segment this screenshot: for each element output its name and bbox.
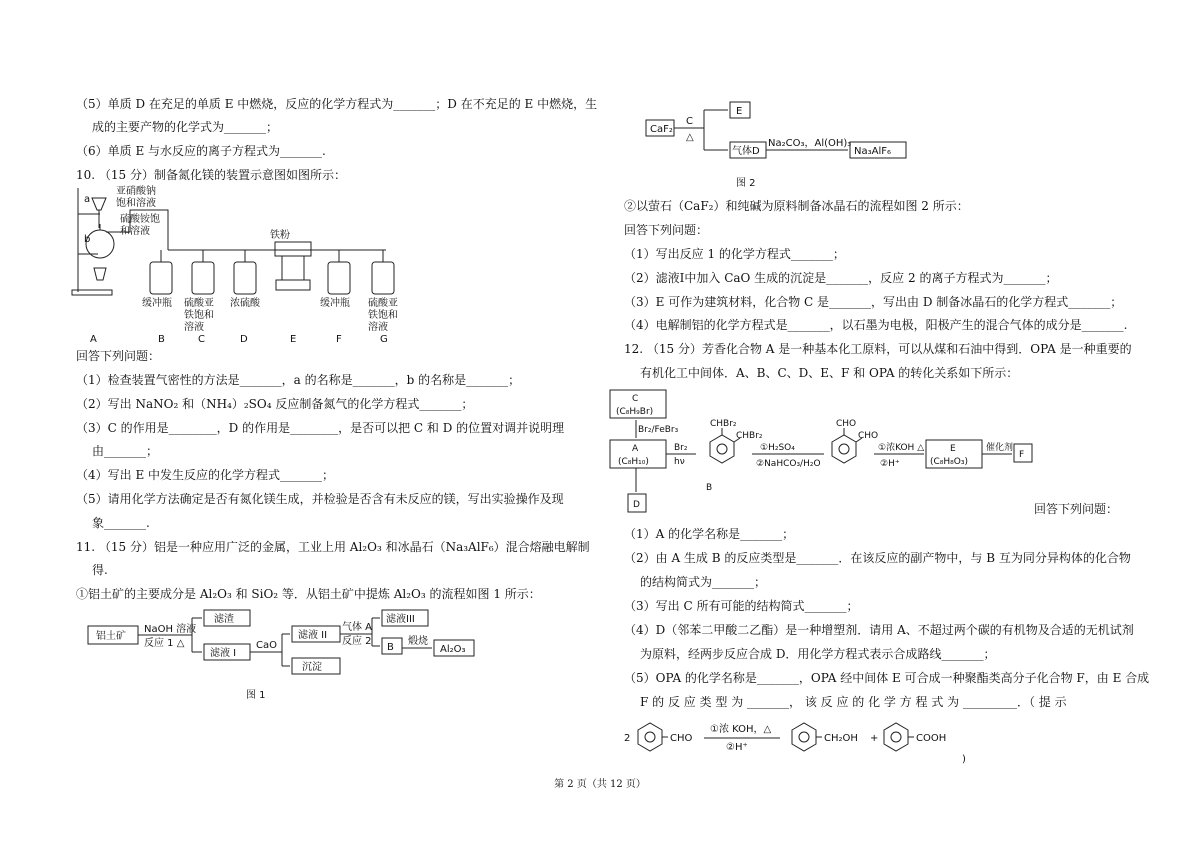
box-e: E xyxy=(736,106,743,117)
page-footer: 第 2 页（共 12 页） xyxy=(554,779,646,790)
label-h-plus: ②H⁺ xyxy=(880,459,900,469)
label-feso4-2b: 铁饱和 xyxy=(368,310,398,321)
figure-1-caption: 图 1 xyxy=(246,690,266,701)
label-buffer-2: 缓冲瓶 xyxy=(320,298,350,309)
label-br2-febr3: Br₂/FeBr₃ xyxy=(638,425,679,435)
box-caf2: CaF₂ xyxy=(650,124,673,135)
q10-title: 10. （15 分）制备氮化镁的装置示意图如图所示： xyxy=(76,168,346,182)
q11-line1: 11. （15 分）铝是一种应用广泛的金属，工业上用 Al₂O₃ 和冰晶石（Na₃AlF₆）混合熔融电解制 xyxy=(76,540,590,554)
q11-2: （2）滤液I中加入 CaO 生成的沉淀是_______，反应 2 的离子方程式为_______； xyxy=(624,271,1058,285)
q11-3: （3）E 可作为建筑材料，化合物 C 是_______，写出由 D 制备冰晶石的化学方程式_______； xyxy=(624,295,1123,309)
q10-2: （2）写出 NaNO₂ 和（NH₄）₂SO₄ 反应制备氮气的化学方程式_______； xyxy=(76,397,474,411)
label-reagents: Na₂CO₃，Al(OH)₃ xyxy=(768,138,852,149)
q10-3-line2: 由_______； xyxy=(92,444,159,458)
q12-2-line2: 的结构简式为_______； xyxy=(640,575,767,589)
box-filtrate-2: 滤液 II xyxy=(298,630,328,641)
label-sodium-nitrite: 亚硝酸钠 xyxy=(116,186,156,197)
q10-3-line1: （3）C 的作用是________，D 的作用是________，是否可以把 C 和 D 的位置对调并说明理 xyxy=(76,421,565,435)
q12-5-line1: （5）OPA 的化学名称是_______，OPA 经中间体 E 可合成一种聚酯类高分子化合物 F，由 E 合成 xyxy=(624,671,1150,685)
box-f: F xyxy=(1019,450,1025,460)
box-d: D xyxy=(633,500,640,510)
q11-4: （4）电解制铝的化学方程式是_______，以石墨为电极，阳极产生的混合气体的成分是_______. xyxy=(624,318,1128,332)
box-residue: 滤渣 xyxy=(214,614,234,625)
label-feso4-2c: 溶液 xyxy=(368,322,388,333)
label-reaction-1: 反应 1 △ xyxy=(144,638,185,649)
box-precipitate: 沉淀 xyxy=(302,662,322,673)
label-hv: hν xyxy=(674,457,685,467)
q11-answer-prompt: 回答下列问题： xyxy=(624,223,709,237)
letter-d: D xyxy=(240,334,248,345)
hint-cond-1: ①浓 KOH，△ xyxy=(710,724,772,735)
box-c: C xyxy=(632,394,639,404)
label-feso4-1c: 溶液 xyxy=(184,322,204,333)
box-ore: 铝土矿 xyxy=(96,631,126,642)
hint-close-paren: ) xyxy=(962,754,966,765)
label-reaction-2: 反应 2 xyxy=(342,636,372,647)
q10-answer-prompt: 回答下列问题： xyxy=(76,349,161,363)
box-a: A xyxy=(632,444,639,454)
q10-5-line2: 象_______. xyxy=(92,516,150,530)
label-catalyst: 催化剂 xyxy=(986,443,1014,453)
letter-b: B xyxy=(158,334,165,345)
q11-line2: 得. xyxy=(92,563,108,577)
label-feso4-1b: 铁饱和 xyxy=(184,310,214,321)
e-formula: (C₈H₈O₃) xyxy=(930,457,968,467)
label-feso4-2a: 硫酸亚 xyxy=(368,298,398,309)
label-ammonium: 硫酸铵饱 xyxy=(120,214,160,225)
box-filtrate-3: 滤液III xyxy=(386,614,415,625)
hint-cooh: COOH xyxy=(916,733,947,744)
q12-line2: 有机化工中间体．A、B、C、D、E、F 和 OPA 的转化关系如下所示： xyxy=(640,366,1019,380)
q12-4-line1: （4）D（邻苯二甲酸二乙酯）是一种增塑剂．请用 A、不超过两个碳的有机物及合适的无机试剂 xyxy=(624,623,1134,637)
a-formula: (C₈H₁₀) xyxy=(618,457,649,467)
label-gas-a: 气体 A xyxy=(342,622,373,633)
letter-g: G xyxy=(380,334,388,345)
label-chbr2-2: CHBr₂ xyxy=(736,431,763,441)
label-h2so4: 浓硫酸 xyxy=(230,298,260,309)
label-delta: △ xyxy=(686,132,694,143)
label-chbr2-1: CHBr₂ xyxy=(710,419,737,429)
q12-3: （3）写出 C 所有可能的结构简式_______； xyxy=(624,599,859,613)
hint-reaction xyxy=(622,716,982,768)
hint-plus: + xyxy=(870,733,879,744)
q11-line3: ①铝土矿的主要成分是 Al₂O₃ 和 SiO₂ 等．从铝土矿中提炼 Al₂O₃ 的流程如图 1 所示： xyxy=(76,587,541,601)
label-cho-1: CHO xyxy=(836,419,857,429)
q9-6: （6）单质 E 与水反应的离子方程式为_______. xyxy=(76,144,326,158)
label-b: b xyxy=(84,234,91,245)
label-a: a xyxy=(84,194,91,205)
q12-line1: 12. （15 分）芳香化合物 A 是一种基本化工原料，可以从煤和石油中得到．OPA 是一种重要的 xyxy=(624,342,1132,356)
label-koh: ①浓KOH △ xyxy=(878,443,925,453)
q9-5-line1: （5）单质 D 在充足的单质 E 中燃烧，反应的化学方程式为_______；D 在不充足的 E 中燃烧，生 xyxy=(76,97,598,111)
hint-ch2oh: CH₂OH xyxy=(824,733,858,744)
q12-answer-prompt: 回答下列问题： xyxy=(1034,502,1119,516)
figure-1-flow xyxy=(86,606,486,706)
label-step-1: ①H₂SO₄ xyxy=(760,443,795,453)
q11-1: （1）写出反应 1 的化学方程式_______； xyxy=(624,247,845,261)
label-b: B xyxy=(706,483,713,493)
q12-2-line1: （2）由 A 生成 B 的反应类型是_______．在该反应的副产物中，与 B 互为同分异构体的化合物 xyxy=(624,551,1131,565)
q12-5-line2: F 的 反 应 类 型 为 _______， 该 反 应 的 化 学 方 程 式 为 _________．（ 提 示 xyxy=(640,695,1067,709)
label-br2: Br₂ xyxy=(674,443,688,453)
figure-2-caption: 图 2 xyxy=(736,178,756,189)
label-saturated: 饱和溶液 xyxy=(116,198,156,209)
label-iron-powder: 铁粉 xyxy=(270,230,290,241)
box-e-12: E xyxy=(950,444,956,454)
hint-cond-2: ②H⁺ xyxy=(726,742,748,753)
q10-5-line1: （5）请用化学方法确定是否有氮化镁生成，并检验是否含有未反应的镁，写出实验操作及现 xyxy=(76,492,564,506)
q11-2-intro: ②以萤石（CaF₂）和纯碱为原料制备冰晶石的流程如图 2 所示： xyxy=(624,199,969,213)
apparatus-figure xyxy=(70,184,420,346)
label-feso4-1a: 硫酸亚 xyxy=(184,298,214,309)
organic-scheme xyxy=(606,386,1046,516)
q9-5-line2: 成的主要产物的化学式为_______； xyxy=(92,120,279,134)
label-step-2: ②NaHCO₃/H₂O xyxy=(756,459,821,469)
box-gas-d: 气体D xyxy=(732,146,760,157)
box-filtrate-1: 滤液 I xyxy=(210,648,237,659)
label-naoh: NaOH 溶液 xyxy=(144,624,197,635)
hint-cho: CHO xyxy=(670,733,693,744)
label-cho-2: CHO xyxy=(858,431,879,441)
hint-coefficient: 2 xyxy=(624,733,631,744)
letter-c: C xyxy=(198,334,205,345)
c-formula: (C₈H₉Br) xyxy=(616,407,654,417)
q12-4-line2: 为原料，经两步反应合成 D．用化学方程式表示合成路线_______； xyxy=(640,647,996,661)
label-c: C xyxy=(686,116,693,127)
letter-e: E xyxy=(290,334,297,345)
letter-a: A xyxy=(90,334,97,345)
label-solution: 和溶液 xyxy=(120,226,150,237)
label-buffer-1: 缓冲瓶 xyxy=(142,298,172,309)
figure-2-flow xyxy=(642,96,942,192)
q12-1: （1）A 的化学名称是_______； xyxy=(624,527,795,541)
letter-f: F xyxy=(336,334,342,345)
box-al2o3: Al₂O₃ xyxy=(440,644,466,655)
box-na3alf6: Na₃AlF₆ xyxy=(854,146,891,157)
q10-4: （4）写出 E 中发生反应的化学方程式_______； xyxy=(76,468,335,482)
label-calcine: 煅烧 xyxy=(408,636,428,647)
label-cao: CaO xyxy=(256,640,277,651)
box-b: B xyxy=(387,642,394,653)
q10-1: （1）检查装置气密性的方法是_______，a 的名称是_______，b 的名称是_______； xyxy=(76,373,521,387)
